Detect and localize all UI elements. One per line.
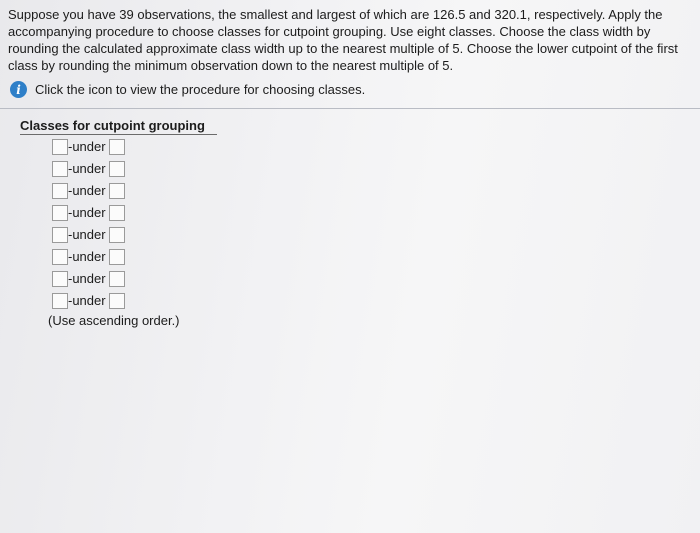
upper-cutpoint-input[interactable]	[109, 205, 125, 221]
lower-cutpoint-input[interactable]	[52, 271, 68, 287]
upper-cutpoint-input[interactable]	[109, 227, 125, 243]
under-label: -under	[68, 161, 106, 176]
info-row	[10, 81, 365, 98]
lower-cutpoint-input[interactable]	[52, 227, 68, 243]
lower-cutpoint-input[interactable]	[52, 293, 68, 309]
under-label: -under	[68, 205, 106, 220]
divider	[0, 108, 700, 109]
class-row	[52, 159, 125, 178]
under-label: -under	[68, 227, 106, 242]
class-row	[52, 137, 125, 156]
upper-cutpoint-input[interactable]	[109, 161, 125, 177]
under-label: -under	[68, 249, 106, 264]
upper-cutpoint-input[interactable]	[109, 249, 125, 265]
lower-cutpoint-input[interactable]	[52, 205, 68, 221]
upper-cutpoint-input[interactable]	[109, 183, 125, 199]
class-row	[52, 181, 125, 200]
lower-cutpoint-input[interactable]	[52, 139, 68, 155]
upper-cutpoint-input[interactable]	[109, 271, 125, 287]
under-label: -under	[68, 183, 106, 198]
under-label: -under	[68, 139, 106, 154]
class-row	[52, 269, 125, 288]
under-label: -under	[68, 293, 106, 308]
class-row	[52, 203, 125, 222]
classes-table	[20, 118, 217, 135]
question-text: Suppose you have 39 observations, the smallest and largest of which are 126.5 and 320.1, respectively. Apply the accompanying procedure to choose classes for cutpoint grouping. Use eight classes. Choose the class width by rounding the calculated approximate class width up to the nearest multiple of 5. Choose the lower cutpoint of the first class by rounding the minimum observation down to the nearest multiple of 5.	[8, 7, 678, 73]
lower-cutpoint-input[interactable]	[52, 249, 68, 265]
lower-cutpoint-input[interactable]	[52, 161, 68, 177]
lower-cutpoint-input[interactable]	[52, 183, 68, 199]
info-text: Click the icon to view the procedure for choosing classes.	[35, 82, 366, 97]
info-icon[interactable]: i	[10, 81, 27, 98]
upper-cutpoint-input[interactable]	[109, 139, 125, 155]
upper-cutpoint-input[interactable]	[109, 293, 125, 309]
class-row	[52, 225, 125, 244]
table-header: Classes for cutpoint grouping	[20, 118, 217, 135]
class-row	[52, 247, 125, 266]
under-label: -under	[68, 271, 106, 286]
class-row	[52, 291, 125, 310]
footnote: (Use ascending order.)	[48, 313, 180, 328]
